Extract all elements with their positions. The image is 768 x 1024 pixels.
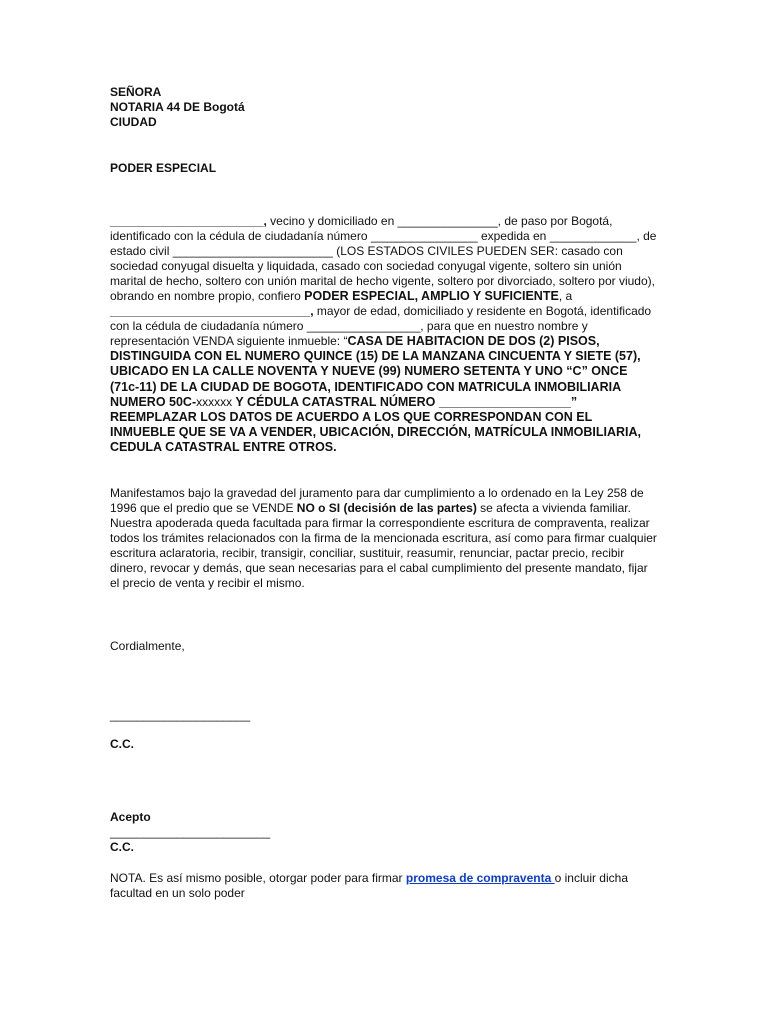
signature-line-grantor: _____________________ [110, 708, 251, 722]
addressee-line-3: CIUDAD [110, 115, 157, 129]
grant-text-3: mayor de edad, domiciliado y residente en Bogotá, identificado con la cédula de ciudadanía número _________________, para que en nuestro nombre y representación VENDA siguiente inmueble: “ [110, 304, 652, 348]
grant-paragraph [110, 214, 658, 456]
declaration-text-1: Manifestamos bajo la gravedad del juramento para dar cumplimiento a lo ordenado en la Ley 258 de 1996 que el predio que se VENDE [110, 486, 644, 515]
signature-cc-attorney: C.C. [110, 840, 134, 854]
powers-text: Nuestra apoderada queda facultada para firmar la correspondiente escritura de compraventa, realizar todos los trámites relacionados con la firma de la mencionada escritura, así como para firmar cualquier escritura aclaratoria, recibir, transigir, conciliar, sustituir, reasumir, renunciar, pactar precio, recibir dinero, revocar y demás, que sean necesarias para el cabal cumplimiento del presente mandato, fijar el precio de venta y recibir el mismo. [110, 516, 657, 590]
signature-line-attorney: ________________________ [110, 825, 271, 839]
property-description: CASA DE HABITACION DE DOS (2) PISOS, DISTINGUIDA CON EL NUMERO QUINCE (15) DE LA MANZANA CINCUENTA Y SIETE (57), UBICADO EN LA CALLE NOVENTA Y NUEVE (99) NUMERO SETENTA Y UNO “C” ONCE (71c-11) DE LA CIUDAD DE BOGOTA, IDENTIFICADO CON MATRICULA INMOBILIARIA NUMERO 50C- [110, 334, 641, 409]
grant-power-type: PODER ESPECIAL, AMPLIO Y SUFICIENTE [304, 289, 559, 303]
document-title: PODER ESPECIAL [110, 161, 217, 175]
grantor-comma: , [263, 214, 267, 228]
declaration-choice: NO o SI (decisión de las partes) [296, 501, 477, 515]
attorney-name-blank: ______________________________, [110, 304, 314, 318]
grant-text-2: , a [558, 289, 573, 303]
signature-cc-grantor: C.C. [110, 737, 134, 751]
declaration-paragraph [110, 486, 658, 591]
note-text-2: o incluir dicha facultad en un solo poder [110, 871, 628, 900]
addressee-block [110, 85, 658, 130]
note-paragraph [110, 871, 658, 901]
grant-text-1: vecino y domiciliado en _______________, de paso por Bogotá, identificado con la cédula de ciudadanía número ________________ expedida en _____________, de estado civil ________________________ (LOS ESTADOS CIVILES PUEDEN SER: casado con sociedad conyugal disuelta y liquidada, casado con sociedad conyugal vigente, soltero sin unión marital de hecho, soltero con unión marital de hecho vigente, soltero por divorciado, soltero por viudo), obrando en nombre propio, confiero [110, 214, 657, 303]
promesa-compraventa-link[interactable]: promesa de compraventa [405, 871, 555, 885]
addressee-line-2: NOTARIA 44 DE Bogotá [110, 100, 245, 114]
grantor-name-blank: _______________________ [110, 214, 264, 228]
note-text-1: NOTA. Es así mismo posible, otorgar poder para firmar [110, 871, 406, 885]
registration-placeholder: xxxxxx [196, 394, 233, 409]
closing-text: Cordialmente, [110, 639, 185, 653]
property-description-continued: Y CÉDULA CATASTRAL NÚMERO ___________________” REEMPLAZAR LOS DATOS DE ACUERDO A LOS QUE CORRESPONDAN CON EL INMUEBLE QUE SE VA A VENDER, UBICACIÓN, DIRECCIÓN, MATRÍCULA INMOBILIARIA, CEDULA CATASTRAL ENTRE OTROS. [110, 394, 642, 455]
acceptance-label: Acepto [110, 810, 151, 824]
addressee-line-1: SEÑORA [110, 85, 162, 99]
declaration-text-2: se afecta a vivienda familiar. [476, 501, 631, 515]
